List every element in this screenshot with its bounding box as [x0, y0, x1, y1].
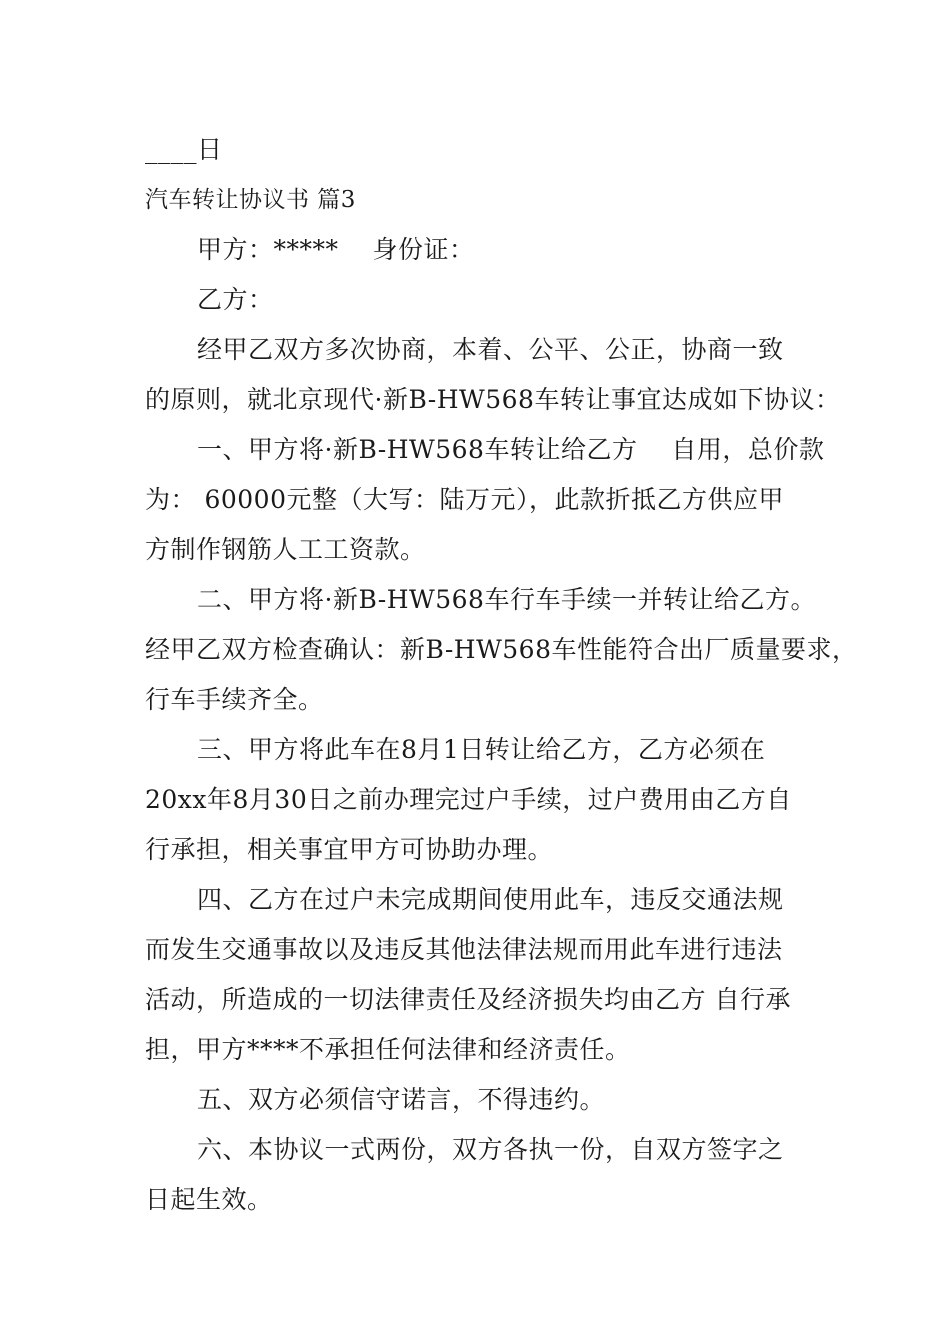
clause-3-line-2: 20xx年8月30日之前办理完过户手续，过户费用由乙方自 [145, 785, 792, 814]
clause-5-line-1: 五、双方必须信守诺言，不得违约。 [197, 1085, 606, 1114]
intro-line-1: 经甲乙双方多次协商，本着、公平、公正，协商一致 [197, 335, 784, 364]
party-b-line: 乙方： [197, 285, 274, 314]
clause-1-line-2: 为： 60000元整（大写：陆万元），此款折抵乙方供应甲 [145, 485, 784, 514]
clause-3-line-3: 行承担，相关事宜甲方可协助办理。 [145, 835, 554, 864]
document-title: 汽车转让协议书 篇3 [145, 187, 356, 213]
clause-4-line-1: 四、乙方在过户未完成期间使用此车，违反交通法规 [197, 885, 784, 914]
clause-3-line-1: 三、甲方将此车在8月1日转让给乙方，乙方必须在 [197, 735, 766, 764]
party-a-line: 甲方：***** 身份证： [197, 235, 475, 264]
clause-2-line-3: 行车手续齐全。 [145, 685, 324, 714]
date-fragment: ____日 [145, 135, 223, 164]
intro-line-2: 的原则，就北京现代·新B-HW568车转让事宜达成如下协议： [145, 385, 841, 414]
clause-4-line-4: 担，甲方****不承担任何法律和经济责任。 [145, 1035, 631, 1064]
clause-6-line-1: 六、本协议一式两份，双方各执一份，自双方签字之 [197, 1135, 784, 1164]
clause-4-line-3: 活动，所造成的一切法律责任及经济损失均由乙方 自行承 [145, 985, 791, 1014]
clause-1-line-3: 方制作钢筋人工工资款。 [145, 535, 426, 564]
clause-2-line-2: 经甲乙双方检查确认：新B-HW568车性能符合出厂质量要求， [145, 635, 858, 664]
clause-6-line-2: 日起生效。 [145, 1185, 273, 1214]
clause-2-line-1: 二、甲方将·新B-HW568车行车手续一并转让给乙方。 [197, 585, 816, 614]
clause-4-line-2: 而发生交通事故以及违反其他法律法规而用此车进行违法 [145, 935, 783, 964]
clause-1-line-1: 一、甲方将·新B-HW568车转让给乙方 自用，总价款 [197, 435, 825, 464]
